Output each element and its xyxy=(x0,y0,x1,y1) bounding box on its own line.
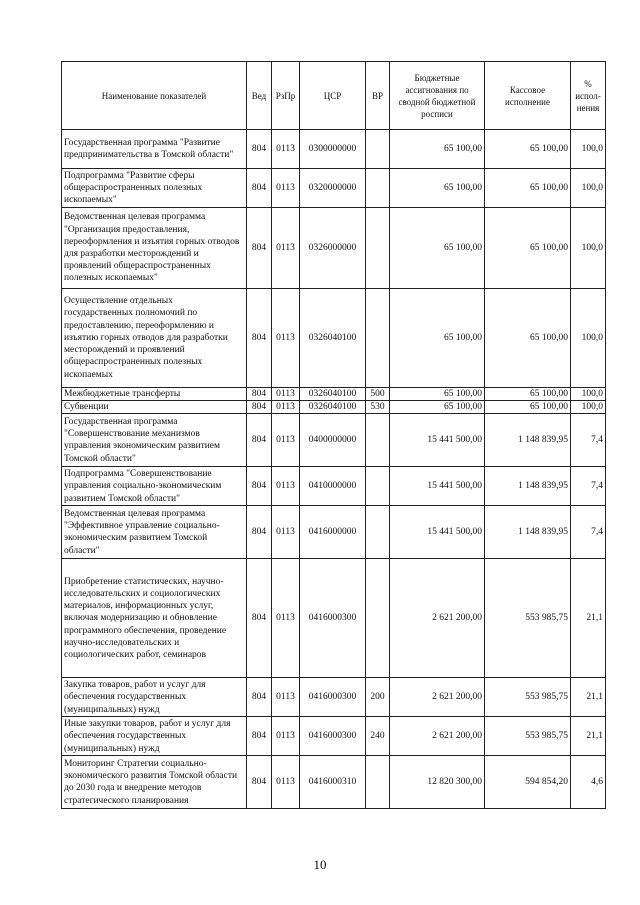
cell-budget: 15 441 500,00 xyxy=(390,467,485,506)
cell-ved: 804 xyxy=(247,559,272,678)
cell-rzpr: 0113 xyxy=(272,467,300,506)
cell-rzpr: 0113 xyxy=(272,559,300,678)
cell-pct: 21,1 xyxy=(571,717,606,756)
cell-pct: 21,1 xyxy=(571,678,606,717)
table-row xyxy=(62,169,606,208)
cell-ved: 804 xyxy=(247,208,272,289)
header-pct: % испол-нения xyxy=(571,62,606,130)
cell-pct: 100,0 xyxy=(571,289,606,388)
cell-cash: 553 985,75 xyxy=(485,678,571,717)
cell-cash: 553 985,75 xyxy=(485,717,571,756)
cell-name: Ведомственная целевая программа "Эффективное управление социально-экономическим развитием Томской области" xyxy=(62,506,247,559)
cell-budget: 2 621 200,00 xyxy=(390,717,485,756)
cell-rzpr: 0113 xyxy=(272,414,300,467)
cell-name: Подпрограмма "Совершенствование управления социально-экономическим развитием Томской области" xyxy=(62,467,247,506)
cell-pct: 21,1 xyxy=(571,559,606,678)
cell-cash: 65 100,00 xyxy=(485,289,571,388)
cell-name: Мониторинг Стратегии социально-экономического развития Томской области до 2030 года и внедрение методов стратегического планирования xyxy=(62,756,247,809)
cell-csr: 0416000300 xyxy=(300,717,366,756)
budget-execution-table xyxy=(61,61,606,809)
cell-pct: 100,0 xyxy=(571,208,606,289)
cell-vr xyxy=(366,506,390,559)
header-name: Наименование показателей xyxy=(62,62,247,130)
cell-ved: 804 xyxy=(247,756,272,809)
cell-vr xyxy=(366,169,390,208)
cell-csr: 0416000300 xyxy=(300,678,366,717)
cell-vr xyxy=(366,130,390,169)
cell-name: Государственная программа "Совершенствование механизмов управления экономическим развитием Томской области" xyxy=(62,414,247,467)
cell-budget: 65 100,00 xyxy=(390,208,485,289)
cell-rzpr: 0113 xyxy=(272,717,300,756)
cell-ved: 804 xyxy=(247,506,272,559)
cell-rzpr: 0113 xyxy=(272,756,300,809)
cell-csr: 0326000000 xyxy=(300,208,366,289)
cell-pct: 100,0 xyxy=(571,169,606,208)
header-csr: ЦСР xyxy=(300,62,366,130)
cell-csr: 0300000000 xyxy=(300,130,366,169)
cell-csr: 0416000310 xyxy=(300,756,366,809)
cell-csr: 0400000000 xyxy=(300,414,366,467)
cell-pct: 100,0 xyxy=(571,401,606,414)
cell-ved: 804 xyxy=(247,169,272,208)
cell-budget: 65 100,00 xyxy=(390,401,485,414)
cell-vr: 530 xyxy=(366,401,390,414)
cell-ved: 804 xyxy=(247,130,272,169)
cell-vr: 200 xyxy=(366,678,390,717)
cell-cash: 1 148 839,95 xyxy=(485,467,571,506)
cell-ved: 804 xyxy=(247,388,272,401)
cell-cash: 65 100,00 xyxy=(485,169,571,208)
cell-budget: 12 820 300,00 xyxy=(390,756,485,809)
cell-ved: 804 xyxy=(247,678,272,717)
cell-cash: 1 148 839,95 xyxy=(485,506,571,559)
cell-rzpr: 0113 xyxy=(272,678,300,717)
table-row xyxy=(62,678,606,717)
cell-name: Субвенции xyxy=(62,401,247,414)
header-budget: Бюджетные ассигнования по сводной бюджетной росписи xyxy=(390,62,485,130)
cell-name: Иные закупки товаров, работ и услуг для обеспечения государственных (муниципальных) нужд xyxy=(62,717,247,756)
cell-csr: 0410000000 xyxy=(300,467,366,506)
cell-rzpr: 0113 xyxy=(272,388,300,401)
table-row xyxy=(62,414,606,467)
cell-cash: 65 100,00 xyxy=(485,208,571,289)
cell-cash: 1 148 839,95 xyxy=(485,414,571,467)
cell-pct: 100,0 xyxy=(571,130,606,169)
table-row xyxy=(62,756,606,809)
cell-name: Приобретение статистических, научно-исследовательских и социологических материалов, информационных услуг, включая модернизацию и обновление программного обеспечения, проведение научно-исследовательских и социологических работ, семинаров xyxy=(62,559,247,678)
cell-ved: 804 xyxy=(247,717,272,756)
cell-name: Подпрограмма "Развитие сферы общераспространенных полезных ископаемых" xyxy=(62,169,247,208)
cell-name: Ведомственная целевая программа "Организация предоставления, переоформления и изъятия горных отводов для разработки месторождений и проявлений общераспространенных полезных ископаемых" xyxy=(62,208,247,289)
cell-cash: 65 100,00 xyxy=(485,388,571,401)
cell-csr: 0326040100 xyxy=(300,388,366,401)
cell-name: Осуществление отдельных государственных полномочий по предоставлению, переоформлению и изъятию горных отводов для разработки месторождений и проявлений общераспространенных полезных ископаемых xyxy=(62,289,247,388)
cell-vr: 240 xyxy=(366,717,390,756)
cell-name: Межбюджетные трансферты xyxy=(62,388,247,401)
cell-budget: 65 100,00 xyxy=(390,169,485,208)
header-ved: Вед xyxy=(247,62,272,130)
cell-csr: 0416000000 xyxy=(300,506,366,559)
cell-pct: 7,4 xyxy=(571,414,606,467)
cell-ved: 804 xyxy=(247,289,272,388)
cell-name: Государственная программа "Развитие предпринимательства в Томской области" xyxy=(62,130,247,169)
cell-rzpr: 0113 xyxy=(272,506,300,559)
cell-budget: 2 621 200,00 xyxy=(390,678,485,717)
cell-budget: 15 441 500,00 xyxy=(390,506,485,559)
cell-csr: 0326040100 xyxy=(300,289,366,388)
table-row xyxy=(62,401,606,414)
table-header-row xyxy=(62,62,606,130)
cell-rzpr: 0113 xyxy=(272,169,300,208)
table-row xyxy=(62,506,606,559)
table-row xyxy=(62,559,606,678)
cell-vr xyxy=(366,756,390,809)
header-vr: ВР xyxy=(366,62,390,130)
cell-cash: 65 100,00 xyxy=(485,401,571,414)
cell-csr: 0326040100 xyxy=(300,401,366,414)
cell-vr xyxy=(366,289,390,388)
cell-budget: 65 100,00 xyxy=(390,388,485,401)
cell-csr: 0320000000 xyxy=(300,169,366,208)
cell-pct: 7,4 xyxy=(571,506,606,559)
cell-budget: 15 441 500,00 xyxy=(390,414,485,467)
table-body xyxy=(62,130,606,809)
cell-pct: 100,0 xyxy=(571,388,606,401)
table-row xyxy=(62,130,606,169)
table-row xyxy=(62,208,606,289)
cell-rzpr: 0113 xyxy=(272,208,300,289)
cell-ved: 804 xyxy=(247,467,272,506)
cell-ved: 804 xyxy=(247,401,272,414)
cell-vr xyxy=(366,559,390,678)
cell-rzpr: 0113 xyxy=(272,130,300,169)
cell-budget: 65 100,00 xyxy=(390,289,485,388)
cell-name: Закупка товаров, работ и услуг для обеспечения государственных (муниципальных) нужд xyxy=(62,678,247,717)
cell-pct: 4,6 xyxy=(571,756,606,809)
cell-csr: 0416000300 xyxy=(300,559,366,678)
cell-budget: 65 100,00 xyxy=(390,130,485,169)
page-number: 10 xyxy=(313,857,327,872)
header-rzpr: РзПр xyxy=(272,62,300,130)
cell-vr: 500 xyxy=(366,388,390,401)
cell-vr xyxy=(366,467,390,506)
cell-pct: 7,4 xyxy=(571,467,606,506)
cell-rzpr: 0113 xyxy=(272,289,300,388)
cell-vr xyxy=(366,414,390,467)
cell-vr xyxy=(366,208,390,289)
table-row xyxy=(62,289,606,388)
cell-rzpr: 0113 xyxy=(272,401,300,414)
table-row xyxy=(62,388,606,401)
cell-cash: 65 100,00 xyxy=(485,130,571,169)
header-cash: Кассовое исполнение xyxy=(485,62,571,130)
cell-cash: 594 854,20 xyxy=(485,756,571,809)
cell-cash: 553 985,75 xyxy=(485,559,571,678)
cell-budget: 2 621 200,00 xyxy=(390,559,485,678)
table-row xyxy=(62,467,606,506)
table-row xyxy=(62,717,606,756)
cell-ved: 804 xyxy=(247,414,272,467)
